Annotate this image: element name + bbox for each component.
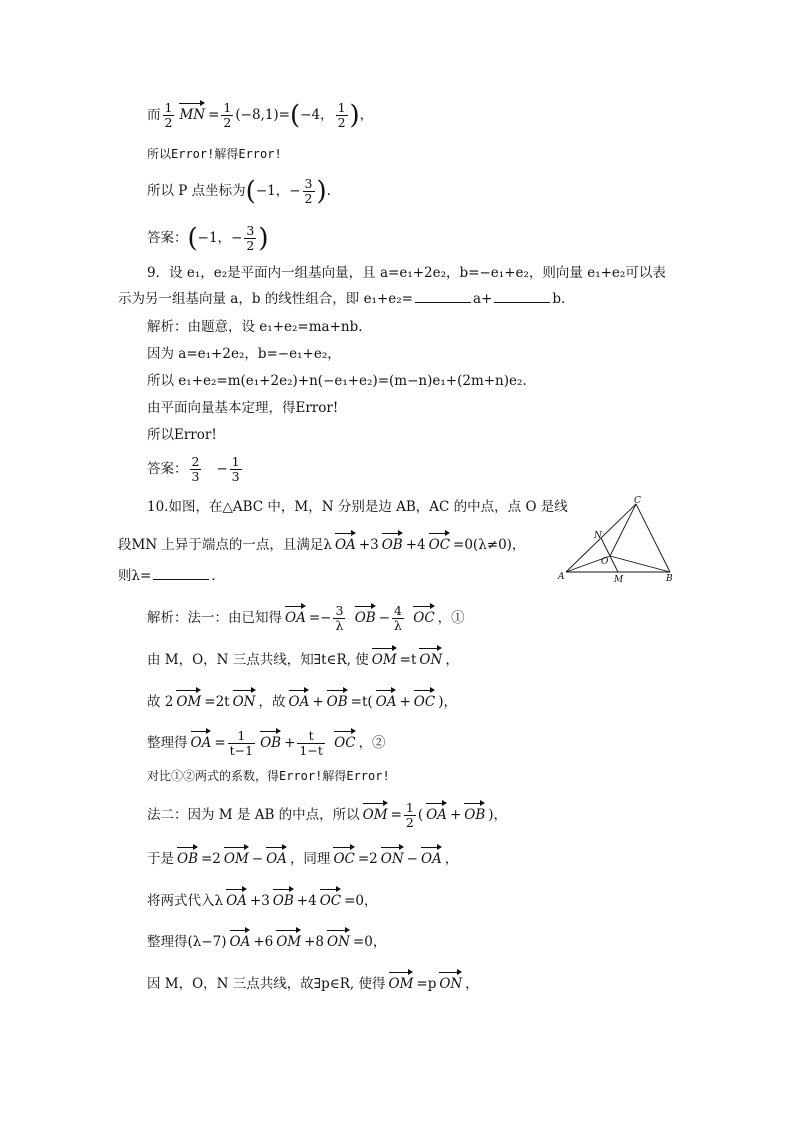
- line-error-1: 所以Error!解得Error!: [147, 147, 282, 161]
- label-o: O: [601, 557, 609, 567]
- solution-9-line-2: 因为 a=e₁+2e₂，b=−e₁+e₂，: [147, 346, 341, 362]
- answer-8: 答案：(−1，− $\frac{3}{2}$ ): [147, 223, 269, 254]
- question-10-line-2: 段MN 上异于端点的一点，且满足λ OA +3 OB +4 OC =0(λ≠0)，: [118, 531, 525, 554]
- method-1-line-5: 对比①②两式的系数，得Error!解得Error!: [147, 769, 390, 783]
- label-b: B: [666, 574, 673, 584]
- method-2-line-1: 法二：因为 M 是 AB 的中点，所以 OM = $\frac{1}{2}$ ( OA + OB )，: [147, 800, 508, 830]
- answer-9: 答案： $\frac{2}{3}$ − $\frac{1}{3}$: [147, 454, 240, 484]
- vector-mn: MN: [179, 101, 205, 124]
- solution-9-line-5: 所以Error!: [147, 427, 217, 443]
- solution-9-line-4: 由平面向量基本定理，得Error!: [147, 400, 339, 416]
- method-1-line-4: 整理得 OA = $\frac{1}{t-1}$ OB + $\frac{t}{1-t}$ OC ，②: [147, 728, 386, 758]
- method-2-line-4: 整理得(λ−7) OA +6 OM +8 ON =0，: [147, 928, 386, 951]
- method-1-line-1: 解析：法一：由已知得 OA =− $\frac{3}{\lambda}$ OB − $\frac{4}{\lambda}$ OC ，①: [147, 603, 465, 633]
- answer-blank: [153, 567, 209, 580]
- answer-blank: [494, 290, 550, 303]
- method-2-line-3: 将两式代入λ OA +3 OB +4 OC =0，: [147, 887, 378, 910]
- method-2-line-5: 因 M，O，N 三点共线，故∃p∈R, 使得 OM =p ON ，: [147, 970, 479, 993]
- line-half-mn: 而 $\frac{1}{2}$ MN = $\frac{1}{2}$ (−8,1)=(−4， $\frac{1}{2}$ )，: [147, 100, 374, 131]
- triangle-figure: [556, 494, 686, 586]
- label-n: N: [594, 531, 602, 541]
- line-p-coordinate: 所以 P 点坐标为(−1，− $\frac{3}{2}$ ).: [147, 176, 331, 207]
- answer-blank: [415, 290, 471, 303]
- text: 而: [147, 107, 161, 123]
- solution-9-line-1: 解析：由题意，设 e₁+e₂=ma+nb.: [147, 319, 363, 335]
- method-1-line-3: 故 2 OM =2t ON ，故 OA + OB =t( OA + OC )，: [147, 688, 457, 711]
- question-9-line-2: 示为另一组基向量 a，b 的线性组合，即 e₁+e₂= a+ b.: [118, 291, 566, 307]
- label-a: A: [558, 572, 565, 582]
- question-9-line-1: 9．设 e₁，e₂是平面内一组基向量，且 a=e₁+2e₂，b=−e₁+e₂，则向量 e₁+e₂可以表: [147, 265, 666, 281]
- question-10-line-1: 10.如图，在△ABC 中，M，N 分别是边 AB，AC 的中点，点 O 是线: [147, 499, 568, 515]
- question-10-line-3: 则λ= .: [118, 568, 216, 584]
- label-c: C: [634, 496, 641, 506]
- label-m: M: [614, 575, 624, 585]
- solution-9-line-3: 所以 e₁+e₂=m(e₁+2e₂)+n(−e₁+e₂)=(m−n)e₁+(2m+n)e₂.: [147, 373, 527, 389]
- fraction: $\frac{1}{2}$: [164, 100, 173, 130]
- method-1-line-2: 由 M，O，N 三点共线，知∃t∈R, 使 OM =t ON ，: [147, 646, 459, 669]
- method-2-line-2: 于是 OB =2 OM − OA ，同理 OC =2 ON − OA ，: [147, 845, 458, 868]
- fraction: $\frac{1}{2}$: [337, 100, 346, 130]
- fraction: $\frac{1}{2}$: [223, 100, 232, 130]
